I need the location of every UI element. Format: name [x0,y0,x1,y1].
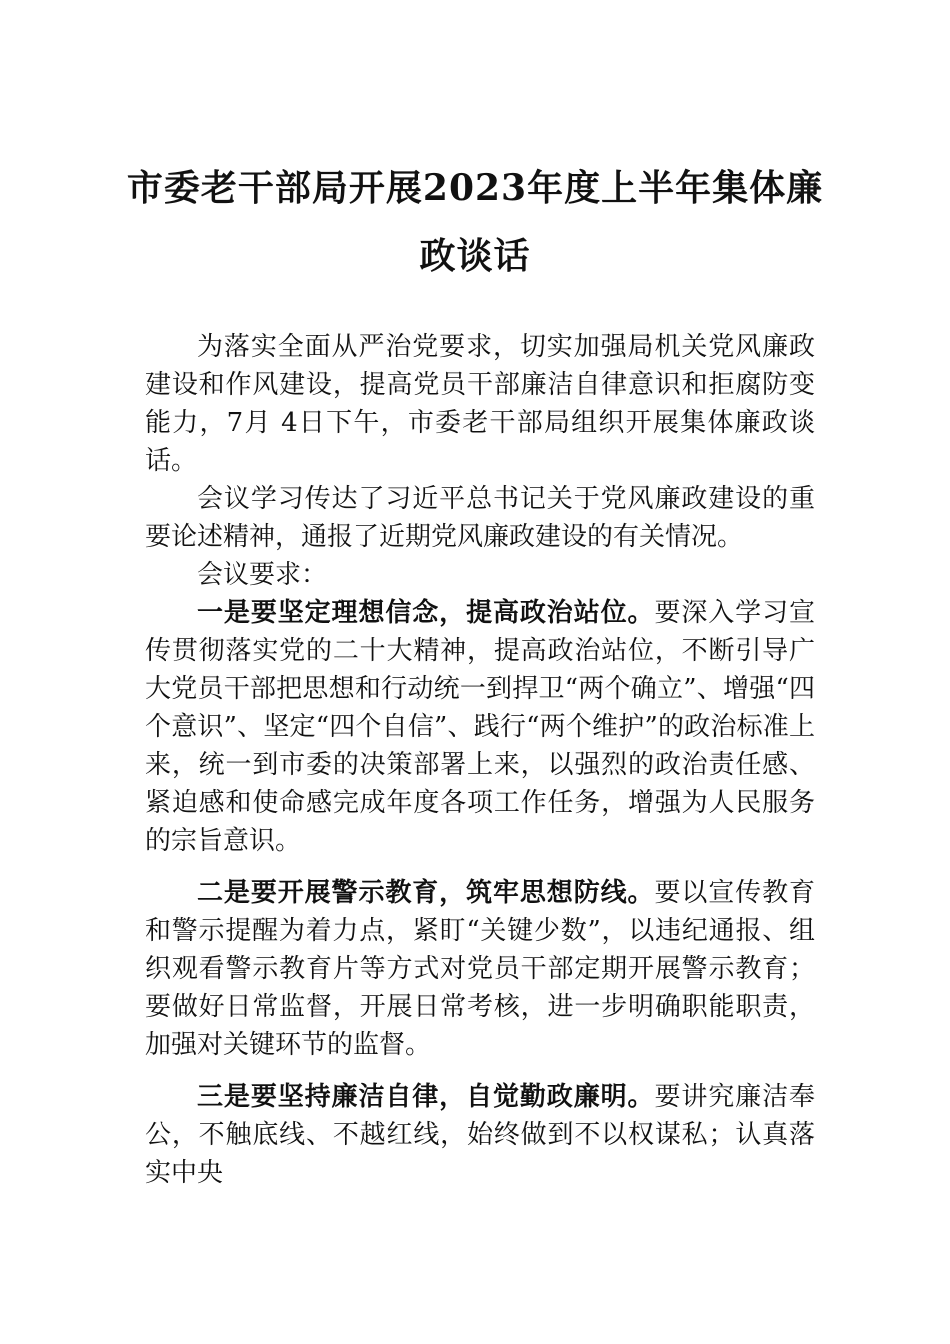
document-body [145,328,815,1192]
intro-paragraph: 为落实全面从严治党要求，切实加强局机关党风廉政建设和作风建设，提高党员干部廉洁自律意识和拒腐防变能力，7月 4日下午，市委老干部局组织开展集体廉政谈话。 [145,332,815,476]
point-1-paragraph [145,594,815,860]
point-3-lead: 三是要坚持廉洁自律，自觉勤政廉明。 [197,1082,655,1112]
point-2-paragraph [145,874,815,1064]
meeting-study-paragraph: 会议学习传达了习近平总书记关于党风廉政建设的重要论述精神，通报了近期党风廉政建设的有关情况。 [145,484,815,552]
point-1-text: 要深入学习宣传贯彻落实党的二十大精神，提高政治站位，不断引导广大党员干部把思想和行动统一到捍卫“两个确立”、增强“四个意识”、坚定“四个自信”、践行“两个维护”的政治标准上来，统一到市委的决策部署上来，以强烈的政治责任感、紧迫感和使命感完成年度各项工作任务，增强为人民服务的宗旨意识。 [145,598,815,856]
point-2-lead: 二是要开展警示教育，筑牢思想防线。 [197,878,655,908]
point-1-lead: 一是要坚定理想信念，提高政治站位。 [197,598,655,628]
meeting-requirements-paragraph: 会议要求： [197,560,328,590]
document-title-line-2: 政谈话 [419,235,531,277]
document-title-line-1: 市委老干部局开展2023年度上半年集体廉 [126,167,824,209]
point-3-paragraph [145,1078,815,1192]
point-2-text: 要以宣传教育和警示提醒为着力点，紧盯“关键少数”，以违纪通报、组织观看警示教育片等方式对党员干部定期开展警示教育；要做好日常监督，开展日常考核，进一步明确职能职责，加强对关键环节的监督。 [145,878,815,1060]
point-3-text: 要讲究廉洁奉公，不触底线、不越红线，始终做到不以权谋私；认真落实中央 [145,1082,815,1188]
